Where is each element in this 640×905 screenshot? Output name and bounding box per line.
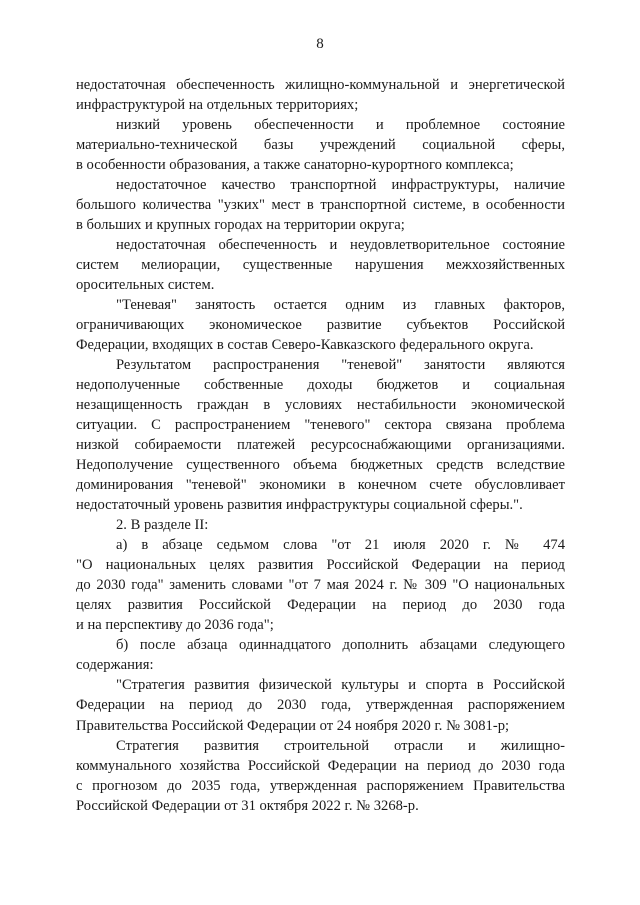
- text-line: низкий уровень обеспеченности и проблемное состояние: [116, 117, 565, 134]
- text-line: систем мелиорации, существенные нарушения межхозяйственных: [76, 257, 565, 274]
- text-line: а) в абзаце седьмом слова "от 21 июля 2020 г. № 474: [116, 537, 565, 554]
- text-line: большого количества "узких" мест в транспортной системе, в особенности: [76, 197, 565, 214]
- text-line: "Стратегия развития физической культуры и спорта в Российской: [116, 677, 565, 694]
- text-line: доминирования "теневой" экономики в конечном счете обусловливает: [76, 477, 565, 494]
- page-number: 8: [316, 36, 324, 52]
- text-line: б) после абзаца одиннадцатого дополнить абзацами следующего: [116, 637, 565, 654]
- text-line: Российской Федерации от 31 октября 2022 г. № 3268-р.: [76, 797, 419, 814]
- text-line: низкой собираемости платежей ресурсоснабжающими организациями.: [76, 437, 565, 454]
- text-line: Недополучение существенного объема бюджетных средств вследствие: [76, 457, 565, 474]
- text-line: в больших и крупных городах на территории округа;: [76, 217, 405, 234]
- text-line: материально-технической базы учреждений социальной сферы,: [76, 137, 565, 154]
- text-line: Стратегия развития строительной отрасли и жилищно-: [116, 737, 565, 754]
- text-line: ситуации. С распространением "теневого" сектора связана проблема: [76, 417, 565, 434]
- text-line: инфраструктурой на отдельных территориях;: [76, 97, 359, 114]
- text-line: с прогнозом до 2035 года, утвержденная распоряжением Правительства: [76, 777, 565, 794]
- text-line: Результатом распространения "теневой" занятости являются: [116, 357, 565, 374]
- text-line: Правительства Российской Федерации от 24 ноября 2020 г. № 3081-р;: [76, 717, 510, 734]
- text-line: недостаточное качество транспортной инфраструктуры, наличие: [116, 177, 565, 194]
- text-line: ограничивающих экономическое развитие субъектов Российской: [76, 317, 565, 334]
- text-line: "Теневая" занятость остается одним из главных факторов,: [116, 297, 565, 314]
- text-line: оросительных систем.: [76, 277, 215, 294]
- text-line: недостаточная обеспеченность и неудовлетворительное состояние: [116, 237, 565, 254]
- text-line: содержания:: [76, 657, 154, 674]
- text-line: до 2030 года" заменить словами "от 7 мая 2024 г. № 309 "О национальных: [76, 577, 565, 594]
- text-line: недостаточная обеспеченность жилищно-коммунальной и энергетической: [76, 77, 565, 93]
- text-line: 2. В разделе II:: [116, 517, 209, 534]
- text-line: Федерации на период до 2030 года, утвержденная распоряжением: [76, 697, 565, 714]
- text-line: недостаточный уровень развития инфраструктуры социальной сферы.".: [76, 497, 523, 514]
- text-line: целях развития Российской Федерации на период до 2030 года: [76, 597, 565, 614]
- text-line: "О национальных целях развития Российской Федерации на период: [76, 557, 565, 574]
- text-line: незащищенность граждан в условиях нестабильности экономической: [76, 397, 565, 414]
- text-line: и на перспективу до 2036 года";: [76, 617, 274, 634]
- text-line: Федерации, входящих в состав Северо-Кавказского федерального округа.: [76, 337, 534, 354]
- text-line: в особенности образования, а также санаторно-курортного комплекса;: [76, 157, 514, 174]
- text-line: недополученные собственные доходы бюджетов и социальная: [76, 377, 565, 394]
- text-line: коммунального хозяйства Российской Федерации на период до 2030 года: [76, 757, 565, 774]
- document-body: [76, 75, 565, 816]
